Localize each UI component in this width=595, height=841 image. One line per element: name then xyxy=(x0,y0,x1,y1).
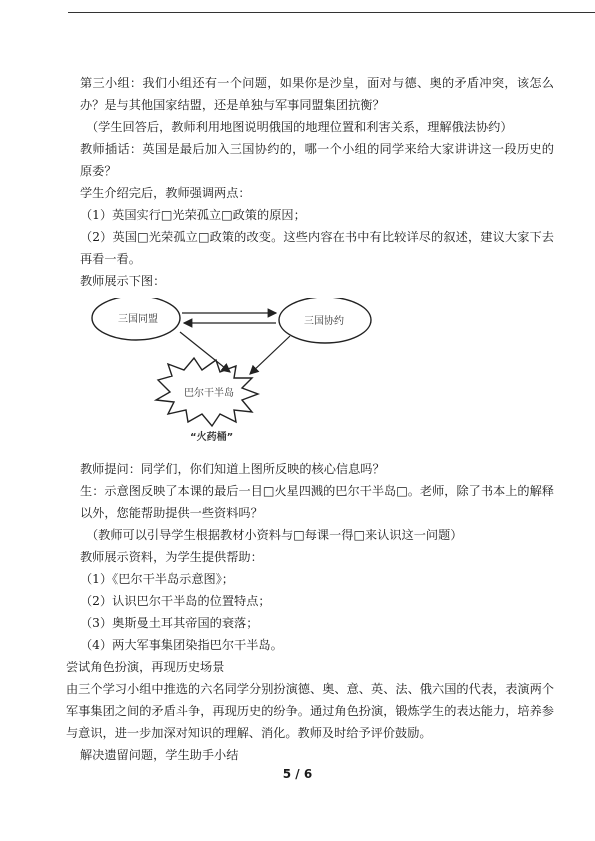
paragraph-teacher-note: （学生回答后，教师利用地图说明俄国的地理位置和利害关系，理解俄法协约） xyxy=(86,120,513,134)
paragraph-teacher-guidance: （教师可以引导学生根据教材小资料与□每课一得□来认识这一问题） xyxy=(86,528,463,542)
list-item-1: （1）英国实行□光荣孤立□政策的原因； xyxy=(80,208,306,222)
material-item-4: （4）两大军事集团染指巴尔干半岛。 xyxy=(80,638,283,652)
document-body xyxy=(66,72,554,766)
triple-entente-label: 三国协约 xyxy=(304,316,344,327)
triple-alliance-label: 三国同盟 xyxy=(118,314,158,325)
section-heading-role-play: 尝试角色扮演，再现历史场景 xyxy=(66,660,225,674)
list-item-2: （2）英国□光荣孤立□政策的改变。这些内容在书中有比较详尽的叙述，建议大家下去再看一看。 xyxy=(80,230,554,266)
paragraph-teacher-materials: 教师展示资料，为学生提供帮助： xyxy=(80,550,263,564)
material-item-2: （2）认识巴尔干半岛的位置特点； xyxy=(80,594,271,608)
material-item-3: （3）奥斯曼土耳其帝国的衰落； xyxy=(80,616,259,630)
paragraph-teacher-question: 教师提问：同学们，你们知道上图所反映的核心信息吗？ xyxy=(80,462,385,476)
paragraph-summary: 解决遗留问题，学生助手小结 xyxy=(80,748,239,762)
paragraph-role-play: 由三个学习小组中推选的六名同学分别扮演德、奥、意、英、法、俄六国的代表，表演两个军事集团之间的矛盾斗争，再现历史的纷争。通过角色扮演，锻炼学生的表达能力，培养参与意识，进一步加深对知识的理解、消化。教师及时给予评价鼓励。 xyxy=(66,682,554,740)
material-item-1: （1）《巴尔干半岛示意图》； xyxy=(80,572,234,586)
paragraph-group3-question: 第三小组：我们小组还有一个问题，如果你是沙皇，面对与德、奥的矛盾冲突，该怎么办？是与其他国家结盟，还是单独与军事同盟集团抗衡？ xyxy=(80,76,554,112)
page-number: 5 / 6 xyxy=(282,767,313,781)
arrow-entente-to-balkans xyxy=(250,336,290,374)
powder-keg-caption: “火药桶” xyxy=(190,432,234,443)
paragraph-show-figure: 教师展示下图： xyxy=(80,274,166,288)
balkans-label: 巴尔干半岛 xyxy=(184,388,234,399)
paragraph-teacher-emphasis: 学生介绍完后，教师强调两点： xyxy=(80,186,251,200)
paragraph-teacher-interjection: 教师插话：英国是最后加入三国协约的，哪一个小组的同学来给大家讲讲这一段历史的原委？ xyxy=(80,142,554,178)
paragraph-student-answer: 生：示意图反映了本课的最后一目□火星四溅的巴尔干半岛□。老师，除了书本上的解释以外，您能帮助提供一些资料吗？ xyxy=(80,484,554,520)
header-rule xyxy=(68,12,595,13)
alliance-diagram-svg xyxy=(80,298,554,448)
alliance-diagram xyxy=(80,298,554,448)
